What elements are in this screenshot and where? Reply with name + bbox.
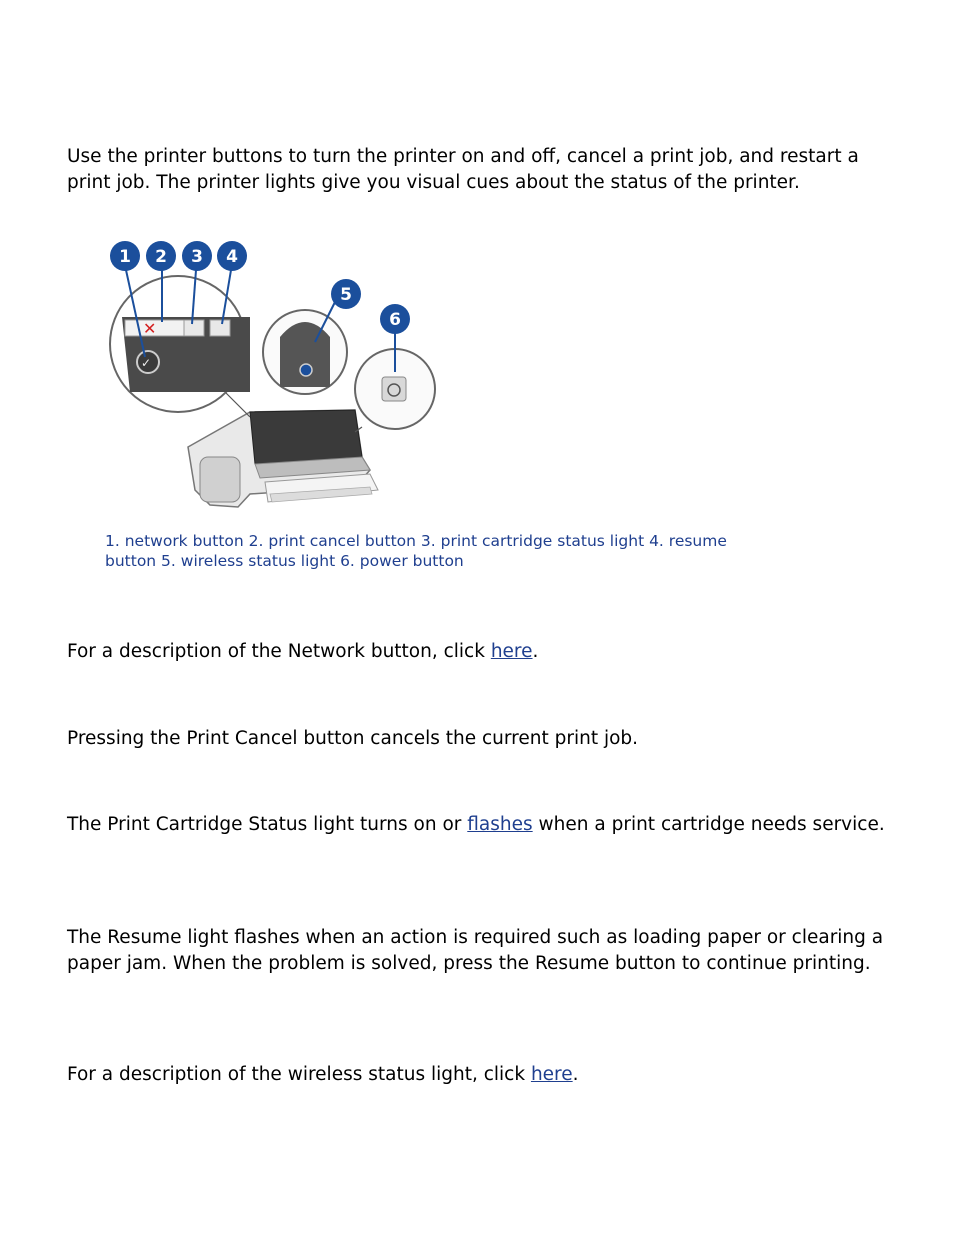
network-here-link[interactable]: here: [490, 641, 533, 662]
network-paragraph: [67, 639, 897, 665]
wireless-text: For a description of the wireless status light, click: [67, 1064, 531, 1085]
callout-6: 6: [389, 310, 401, 330]
resume-paragraph: The Resume light flashes when an action is required such as loading paper or clearing a paper jam. When the problem is solved, press the Resume button to continue printing.: [67, 927, 884, 974]
figure-caption: 1. network button 2. print cancel button 3. print cartridge status light 4. resume button 5. wireless status light 6. power button: [105, 532, 727, 570]
cartridge-text-end: when a print cartridge needs service.: [532, 814, 885, 835]
printer-illustration: [100, 232, 450, 527]
cartridge-paragraph: [67, 812, 897, 838]
network-period: .: [532, 641, 539, 662]
network-text: For a description of the Network button, click: [67, 641, 491, 662]
callout-1: 1: [119, 247, 131, 267]
svg-text:✓: ✓: [141, 356, 152, 370]
printer-figure: [100, 232, 450, 527]
callout-2: 2: [155, 247, 167, 267]
flashes-link[interactable]: flashes: [467, 814, 533, 835]
cancel-paragraph: Pressing the Print Cancel button cancels the current print job.: [67, 728, 639, 749]
svg-text:✕: ✕: [143, 319, 157, 338]
cartridge-text: The Print Cartridge Status light turns on or: [67, 814, 468, 835]
wireless-here-link[interactable]: here: [530, 1064, 573, 1085]
callout-5: 5: [340, 285, 352, 305]
intro-paragraph: Use the printer buttons to turn the printer on and off, cancel a print job, and restart a print job. The printer lights give you visual cues about the status of the printer.: [67, 146, 859, 193]
callout-4: 4: [226, 247, 238, 267]
wireless-paragraph: [67, 1062, 897, 1088]
wireless-period: .: [572, 1064, 579, 1085]
callout-3: 3: [191, 247, 203, 267]
